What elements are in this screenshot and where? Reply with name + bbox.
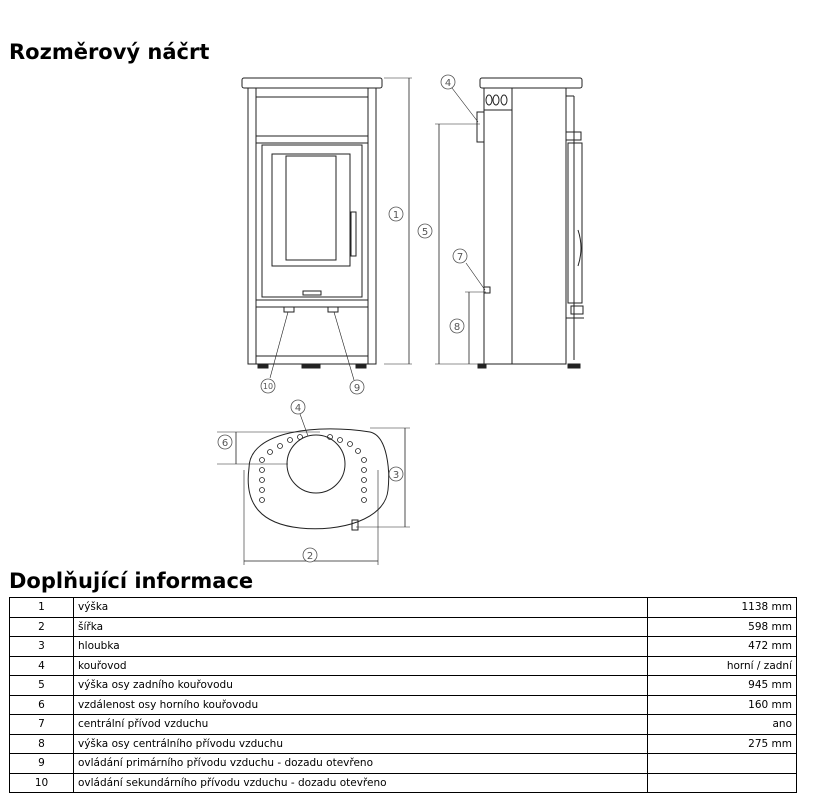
table-row bbox=[10, 656, 797, 676]
callout-7 bbox=[453, 249, 467, 263]
table-row bbox=[10, 754, 797, 774]
section-title-info: Doplňující informace bbox=[9, 569, 254, 593]
row-label: výška osy centrálního přívodu vzduchu bbox=[74, 734, 648, 754]
row-label: výška osy zadního kouřovodu bbox=[74, 676, 648, 696]
callout-1 bbox=[389, 207, 403, 221]
callout-8 bbox=[450, 319, 464, 333]
front-view bbox=[242, 78, 412, 380]
top-view bbox=[217, 414, 410, 565]
row-number: 5 bbox=[10, 676, 74, 696]
callout-8-label: 8 bbox=[453, 322, 461, 333]
row-label: šířka bbox=[74, 617, 648, 637]
row-number: 3 bbox=[10, 637, 74, 657]
callout-4-top bbox=[291, 400, 305, 414]
callout-6 bbox=[218, 435, 232, 449]
row-number: 2 bbox=[10, 617, 74, 637]
row-number: 4 bbox=[10, 656, 74, 676]
callout-4-side-label: 4 bbox=[444, 78, 452, 89]
table-row bbox=[10, 773, 797, 793]
callout-10-label: 10 bbox=[262, 382, 274, 391]
row-label: vzdálenost osy horního kouřovodu bbox=[74, 695, 648, 715]
table-row bbox=[10, 637, 797, 657]
row-number: 7 bbox=[10, 715, 74, 735]
table-row bbox=[10, 598, 797, 618]
row-label: hloubka bbox=[74, 637, 648, 657]
row-label: kouřovod bbox=[74, 656, 648, 676]
row-value: 160 mm bbox=[648, 695, 797, 715]
section-title-sketch: Rozměrový náčrt bbox=[9, 40, 210, 64]
table-row bbox=[10, 617, 797, 637]
row-number: 9 bbox=[10, 754, 74, 774]
table-row bbox=[10, 676, 797, 696]
callout-5-label: 5 bbox=[421, 227, 429, 238]
callout-3 bbox=[389, 467, 403, 481]
callout-4-top-label: 4 bbox=[294, 403, 302, 414]
callout-1-label: 1 bbox=[392, 210, 400, 221]
callout-2-label: 2 bbox=[306, 551, 314, 562]
table-row bbox=[10, 715, 797, 735]
row-value: 472 mm bbox=[648, 637, 797, 657]
air-holes bbox=[260, 435, 367, 503]
row-value: horní / zadní bbox=[648, 656, 797, 676]
row-value: ano bbox=[648, 715, 797, 735]
callout-7-label: 7 bbox=[456, 252, 464, 263]
table-row bbox=[10, 734, 797, 754]
row-value: 945 mm bbox=[648, 676, 797, 696]
row-value: 1138 mm bbox=[648, 598, 797, 618]
row-label: ovládání sekundárního přívodu vzduchu - dozadu otevřeno bbox=[74, 773, 648, 793]
row-number: 1 bbox=[10, 598, 74, 618]
row-label: výška bbox=[74, 598, 648, 618]
row-number: 6 bbox=[10, 695, 74, 715]
callout-9 bbox=[350, 380, 364, 394]
callout-6-label: 6 bbox=[221, 438, 229, 449]
row-number: 10 bbox=[10, 773, 74, 793]
callout-2 bbox=[303, 548, 317, 562]
callout-5 bbox=[418, 224, 432, 238]
callout-9-label: 9 bbox=[353, 383, 361, 394]
row-value bbox=[648, 754, 797, 774]
callout-4-side bbox=[441, 75, 455, 89]
row-label: centrální přívod vzduchu bbox=[74, 715, 648, 735]
callout-10 bbox=[261, 379, 275, 393]
callout-3-label: 3 bbox=[392, 470, 400, 481]
row-value: 275 mm bbox=[648, 734, 797, 754]
row-value bbox=[648, 773, 797, 793]
table-row bbox=[10, 695, 797, 715]
row-label: ovládání primárního přívodu vzduchu - dozadu otevřeno bbox=[74, 754, 648, 774]
row-value: 598 mm bbox=[648, 617, 797, 637]
info-table bbox=[9, 597, 797, 793]
row-number: 8 bbox=[10, 734, 74, 754]
